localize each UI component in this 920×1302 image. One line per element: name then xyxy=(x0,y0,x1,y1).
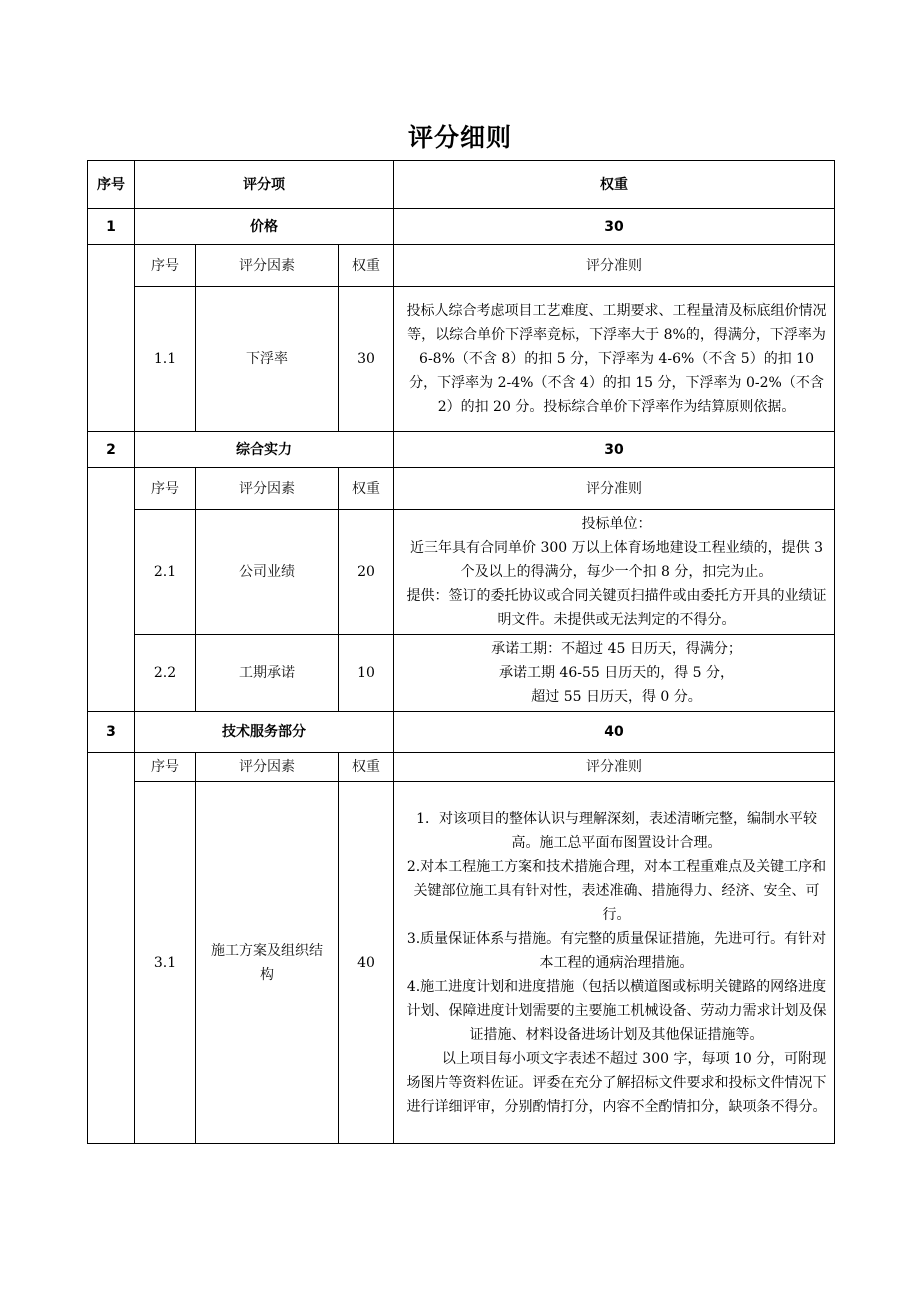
sub-header-weight: 权重 xyxy=(339,753,394,782)
section-row xyxy=(88,209,835,245)
sub-header-criteria: 评分准则 xyxy=(394,753,835,782)
criteria-paragraph: 1．对该项目的整体认识与理解深刻，表述清晰完整，编制水平较高。施工总平面布图置设计合理。 xyxy=(416,810,817,851)
criteria-paragraph: 承诺工期 46-55 日历天的，得 5 分， xyxy=(498,665,735,681)
sub-header-criteria: 评分准则 xyxy=(394,245,835,287)
row-criteria xyxy=(394,782,835,1144)
sub-header-row xyxy=(88,753,835,782)
criteria-paragraph: 承诺工期：不超过 45 日历天，得满分； xyxy=(491,641,742,657)
sub-header-weight: 权重 xyxy=(339,468,394,510)
row-weight: 10 xyxy=(339,635,394,712)
header-weight: 权重 xyxy=(394,161,835,209)
blank-cell xyxy=(88,468,135,712)
criteria-paragraph: 投标单位： xyxy=(581,516,652,532)
criteria-paragraph: 提供：签订的委托协议或合同关键页扫描件或由委托方开具的业绩证明文件。未提供或无法判定的不得分。 xyxy=(406,588,827,628)
section-weight: 30 xyxy=(394,432,835,468)
sub-header-factor: 评分因素 xyxy=(196,245,339,287)
sub-header-seq: 序号 xyxy=(135,245,196,287)
row-no: 1.1 xyxy=(135,287,196,432)
row-factor xyxy=(196,782,339,1144)
criteria-paragraph: 超过 55 日历天，得 0 分。 xyxy=(531,689,702,705)
row-weight: 30 xyxy=(339,287,394,432)
row-no: 2.1 xyxy=(135,510,196,635)
row-weight: 20 xyxy=(339,510,394,635)
section-no: 2 xyxy=(88,432,135,468)
section-no: 3 xyxy=(88,712,135,753)
header-item: 评分项 xyxy=(135,161,394,209)
criteria-paragraph: 投标人综合考虑项目工艺难度、工期要求、工程量清及标底组价情况等，以综合单价下浮率竞标，下浮率大于 8%的，得满分，下浮率为 6-8%（不含 8）的扣 5 分，下浮率为 4-6%（不含 5）的扣 10 分，下浮率为 2-4%（不含 4）的扣 15 分，下浮率为 0-2%（不含 2）的扣 20 分。投标综合单价下浮率作为结算原则依据。 xyxy=(406,303,827,415)
table-row xyxy=(88,635,835,712)
table-row xyxy=(88,287,835,432)
criteria-paragraph: 3.质量保证体系与措施。有完整的质量保证措施，先进可行。有针对本工程的通病治理措施。 xyxy=(406,930,827,971)
row-factor-text: 施工方案及组织结构 xyxy=(211,942,323,983)
blank-cell xyxy=(88,245,135,432)
blank-cell xyxy=(88,753,135,1144)
criteria-paragraph: 2.对本工程施工方案和技术措施合理，对本工程重难点及关键工序和关键部位施工具有针对性，表述准确、措施得力、经济、安全、可行。 xyxy=(406,858,827,923)
section-name: 综合实力 xyxy=(135,432,394,468)
row-no: 3.1 xyxy=(135,782,196,1144)
sub-header-seq: 序号 xyxy=(135,468,196,510)
row-criteria xyxy=(394,635,835,712)
row-criteria xyxy=(394,510,835,635)
sub-header-row xyxy=(88,245,835,287)
row-criteria xyxy=(394,287,835,432)
section-weight: 40 xyxy=(394,712,835,753)
row-factor: 下浮率 xyxy=(196,287,339,432)
section-name: 技术服务部分 xyxy=(135,712,394,753)
sub-header-factor: 评分因素 xyxy=(196,753,339,782)
section-name: 价格 xyxy=(135,209,394,245)
criteria-paragraph: 4.施工进度计划和进度措施（包括以横道图或标明关键路的网络进度计划、保障进度计划需要的主要施工机械设备、劳动力需求计划及保证措施、材料设备进场计划及其他保证措施等。 xyxy=(406,978,827,1043)
section-no: 1 xyxy=(88,209,135,245)
sub-header-factor: 评分因素 xyxy=(196,468,339,510)
row-no: 2.2 xyxy=(135,635,196,712)
section-row xyxy=(88,432,835,468)
sub-header-seq: 序号 xyxy=(135,753,196,782)
table-row xyxy=(88,510,835,635)
sub-header-row xyxy=(88,468,835,510)
table-row xyxy=(88,782,835,1144)
criteria-paragraph: 近三年具有合同单价 300 万以上体育场地建设工程业绩的，提供 3 个及以上的得满分，每少一个扣 8 分，扣完为止。 xyxy=(410,540,823,580)
sub-header-weight: 权重 xyxy=(339,245,394,287)
row-factor: 公司业绩 xyxy=(196,510,339,635)
criteria-paragraph: 以上项目每小项文字表述不超过 300 字，每项 10 分，可附现场图片等资料佐证。评委在充分了解招标文件要求和投标文件情况下进行详细评审，分别酌情打分，内容不全酌情扣分，缺项条不得分。 xyxy=(406,1050,827,1115)
table-header-row xyxy=(88,161,835,209)
row-weight: 40 xyxy=(339,782,394,1144)
section-weight: 30 xyxy=(394,209,835,245)
scoring-table xyxy=(87,160,835,1144)
page-title: 评分细则 xyxy=(407,123,512,152)
section-row xyxy=(88,712,835,753)
row-factor: 工期承诺 xyxy=(196,635,339,712)
header-seq: 序号 xyxy=(88,161,135,209)
sub-header-criteria: 评分准则 xyxy=(394,468,835,510)
